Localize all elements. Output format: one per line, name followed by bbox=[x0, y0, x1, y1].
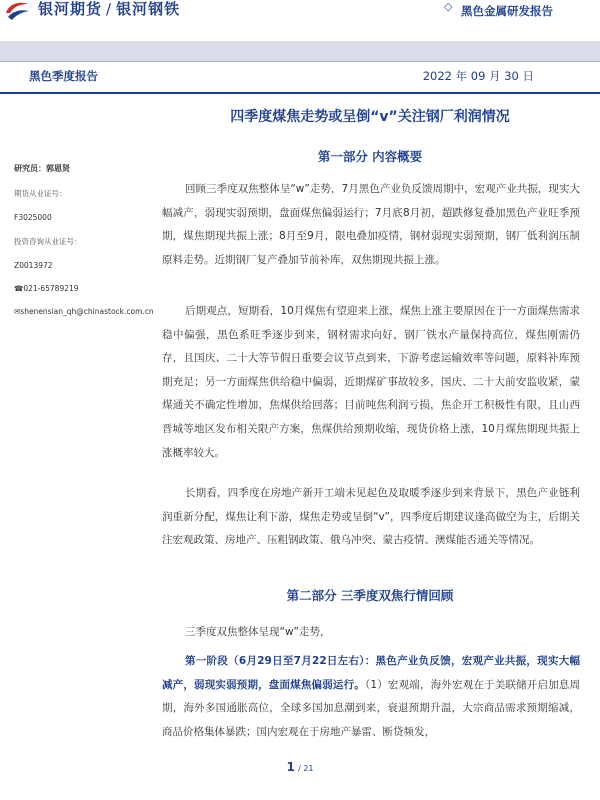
advisory-number: Z0013972 bbox=[14, 261, 53, 270]
summary-paragraph: 回顾三季度双焦整体呈“w”走势，7月黑色产业负反馈周期中，宏观产业共振，现实大幅减产，弱现实弱预期，盘面煤焦偏弱运行；7月底8月初，超跌修复叠加黑色产业旺季预期，煤焦期现共振上涨；8月至9月，限电叠加疫情，钢材弱现实弱预期，钢厂低利润压制原料走势。近期钢厂复产叠加节前补库，双焦期现共振上涨。 bbox=[162, 183, 580, 266]
diamond-icon: ◇ bbox=[444, 0, 453, 13]
page-title: 四季度煤焦走势或呈倒“v”关注钢厂利润情况 bbox=[230, 109, 510, 125]
review-intro: 三季度双焦整体呈现“w”走势， bbox=[185, 626, 331, 638]
title-rule bbox=[0, 92, 600, 94]
report-category: 黑色金属研发报告 bbox=[461, 4, 553, 18]
galaxy-logo-icon bbox=[4, 0, 30, 22]
advisory-label: 投资咨询从业证号： bbox=[14, 237, 82, 246]
long-term-paragraph: 长期看，四季度在房地产新开工端未见起色及取暖季逐步到来背景下，黑色产业链利润重新分配，煤焦让利下游，煤焦走势或呈倒“v”，四季度后期建议逢高做空为主，后期关注宏观政策、房地产、压粗钢政策、俄乌冲突、蒙古疫情、澳煤能否通关等情况。 bbox=[162, 487, 580, 547]
analyst-sidebar bbox=[14, 163, 154, 330]
brand-name bbox=[38, 0, 180, 19]
qualification-label: 期货从业证号： bbox=[14, 189, 67, 198]
stage-1-body: （1）宏观端，海外宏观在于美联储开启加息周期，海外多国通胀高位，全球多国加息潮到来，衰退预期升温，大宗商品需求预期缩减，商品价格集体暴跌；国内宏观在于房地产暴雷、断贷频发， bbox=[162, 678, 581, 738]
stage-1-lead: 第一阶段（6月29日至7月22日左右）：黑色产业负反馈，宏观产业共振，现实大幅减产，弱现实弱预期，盘面煤焦偏弱运行。 bbox=[162, 655, 580, 691]
unit-name: 银河钢铁 bbox=[116, 0, 181, 18]
report-date: 2022 年 09 月 30 日 bbox=[422, 69, 534, 83]
brand-separator: / bbox=[106, 0, 113, 18]
analyst-phone: ☎021-65789219 bbox=[14, 284, 79, 293]
total-pages: / 21 bbox=[298, 764, 314, 773]
qualification-number: F3025000 bbox=[14, 213, 52, 222]
header-band bbox=[0, 41, 600, 61]
stage-1-paragraph bbox=[162, 650, 580, 744]
section-1-heading: 第一部分 内容概要 bbox=[317, 149, 423, 164]
current-page: 1 bbox=[286, 760, 295, 774]
header-divider bbox=[0, 61, 600, 62]
analyst-name: 研究员：郭恩贤 bbox=[14, 164, 70, 173]
section-2-heading: 第二部分 三季度双焦行情回顾 bbox=[286, 588, 454, 603]
company-name: 银河期货 bbox=[38, 0, 103, 18]
report-type-title: 黑色季度报告 bbox=[29, 69, 98, 83]
outlook-paragraph: 后期观点，短期看，10月煤焦有望迎来上涨，煤焦上涨主要原因在于一方面煤焦需求稳中偏强，黑色系旺季逐步到来，钢材需求向好，钢厂铁水产量保持高位，煤焦刚需仍存，且国庆、二十大等节假日重要会议节点到来，下游考虑运输效率等问题，原料补库预期充足；另一方面煤焦供给稳中偏弱，近期煤矿事故较多，国庆、二十大前安监收紧，蒙煤通关不确定性增加，焦煤供给回落；目前吨焦利润亏损，焦企开工积极性有限，且山西晋城等地区发布相关限产方案，焦煤供给预期收缩，现货价格上涨，10月煤焦期现共振上涨概率较大。 bbox=[162, 305, 580, 459]
page-number bbox=[0, 760, 600, 774]
analyst-email[interactable]: ✉shenensian_qh@chinastock.com.cn bbox=[14, 307, 154, 316]
